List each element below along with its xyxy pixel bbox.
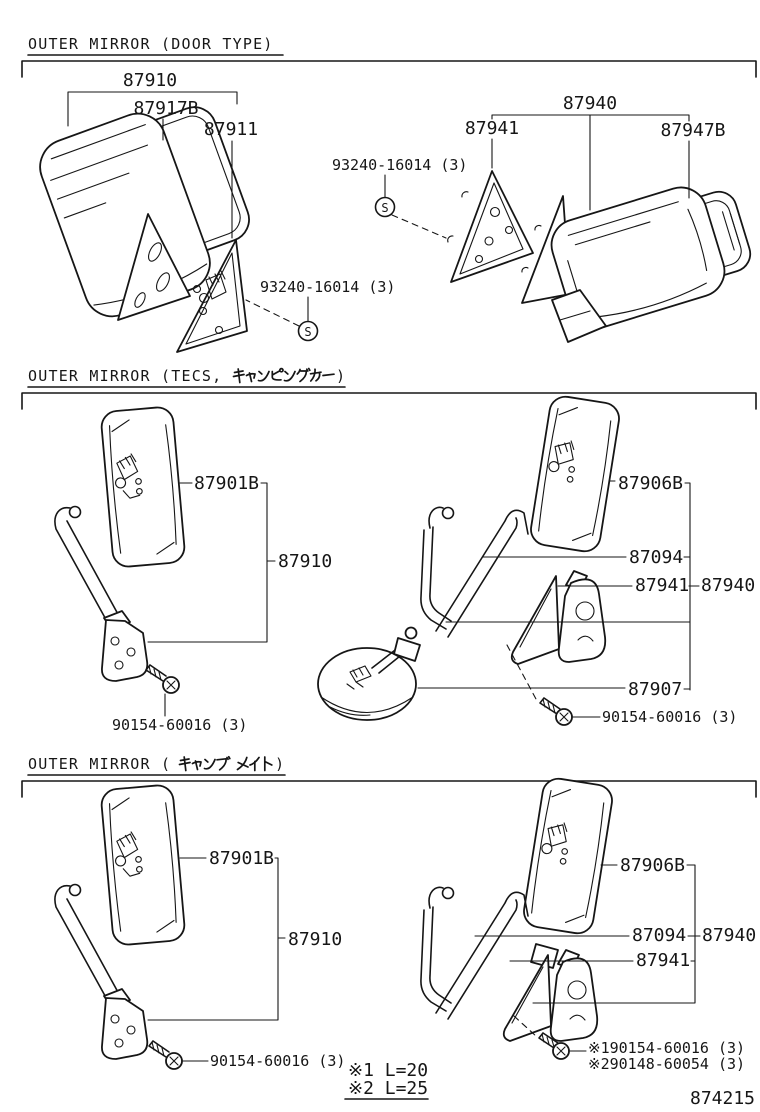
mount-base-lh: [102, 998, 147, 1059]
screw-dash-line: [392, 215, 446, 238]
callout-screw-lh: 90154-60016 (3): [112, 716, 248, 734]
screw-drawing: [149, 1041, 182, 1069]
campmate-mirror-lh-drawing: [55, 784, 186, 1069]
callout-87910: 87910: [122, 70, 178, 91]
stem-ball-joint: [406, 628, 417, 639]
gasket-rh-drawing: [512, 576, 559, 664]
section-title-prefix: OUTER MIRROR (: [28, 755, 172, 773]
section-tecs-camping-car: [22, 367, 756, 734]
callout-87906B: 87906B: [620, 855, 686, 876]
callout-87907: 87907: [628, 679, 683, 700]
footnote-1: ※1 L=20: [348, 1060, 429, 1081]
callout-87940: 87940: [701, 575, 756, 596]
callout-87906B: 87906B: [618, 473, 684, 494]
section-camp-mate: [22, 755, 756, 1109]
section-title-suffix: ): [336, 367, 347, 385]
mirror-head-rh: [522, 776, 615, 935]
screw-dash-line: [246, 300, 299, 326]
screw-symbol-letter: S: [381, 201, 389, 215]
screw-symbol-letter: S: [304, 325, 312, 339]
callout-screw-lh: 90154-60016 (3): [210, 1052, 346, 1070]
callout-87941: 87941: [635, 575, 690, 596]
mirror-head-rh: [529, 394, 622, 553]
convex-mirror-drawing: [318, 628, 420, 721]
figure-code: 874215: [690, 1088, 756, 1109]
mirror-arm-rh: [421, 507, 528, 637]
gasket-rh-drawing: [504, 955, 551, 1041]
callout-87094: 87094: [632, 925, 687, 946]
door-mirror-rh-drawing: [448, 171, 755, 342]
section-title-kana: [180, 757, 272, 771]
section-title: OUTER MIRROR (DOOR TYPE): [28, 35, 274, 53]
callout-87947B: 87947B: [660, 120, 726, 141]
callout-87911: 87911: [203, 119, 259, 140]
callout-screw-rh: 90154-60016 (3): [602, 708, 738, 726]
gasket-rh-drawing: [448, 171, 533, 282]
section-door-type: [22, 35, 756, 352]
footnote-2: ※2 L=25: [348, 1078, 429, 1099]
mount-base-lh: [102, 620, 147, 681]
callout-87941: 87941: [464, 118, 520, 139]
callout-87094: 87094: [629, 547, 684, 568]
callout-87941: 87941: [636, 950, 691, 971]
bracket-rh-drawing: [551, 950, 598, 1041]
tecs-mirror-lh-drawing: [55, 406, 186, 693]
section-frame: [22, 393, 756, 409]
callout-screw-option-1: ※190154-60016 (3): [588, 1039, 746, 1057]
tecs-mirror-rh-drawing: [318, 394, 621, 725]
callout-87940: 87940: [562, 93, 618, 114]
bracket-rh-drawing: [559, 571, 606, 662]
callout-screw-lh: 93240-16014 (3): [260, 278, 396, 296]
section-title-kana: [234, 369, 335, 383]
campmate-mirror-rh-drawing: [421, 776, 614, 1059]
callout-screw-rh: 93240-16014 (3): [332, 156, 468, 174]
callout-87940: 87940: [702, 925, 757, 946]
mirror-arm-rh: [421, 887, 528, 1019]
callout-87901B: 87901B: [209, 848, 275, 869]
callout-screw-option-2: ※290148-60054 (3): [588, 1055, 746, 1073]
screw-drawing: [146, 665, 179, 693]
callout-87901B: 87901B: [194, 473, 260, 494]
section-title-suffix: ): [275, 755, 286, 773]
callout-87910: 87910: [288, 929, 343, 950]
callout-87917B: 87917B: [133, 98, 199, 119]
section-title-prefix: OUTER MIRROR (TECS,: [28, 367, 223, 385]
callout-87910: 87910: [278, 551, 333, 572]
